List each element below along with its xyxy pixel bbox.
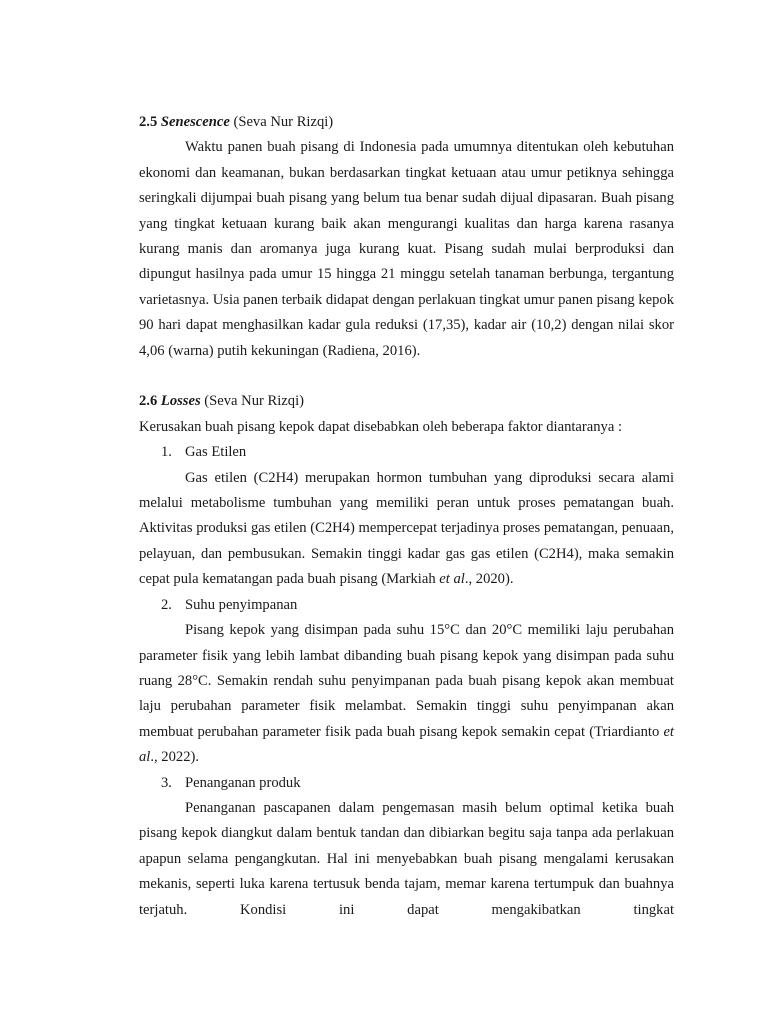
paragraph-gas-etilen bbox=[139, 466, 674, 593]
section-term: Losses bbox=[160, 393, 201, 410]
paragraph-suhu-penyimpanan bbox=[139, 618, 674, 770]
list-item-penanganan-produk bbox=[139, 771, 674, 796]
paragraph-text: Gas etilen (C2H4) merupakan hormon tumbuhan yang diproduksi secara alami melalui metabolisme tumbuhan yang memiliki peran untuk proses pematangan buah. Aktivitas produksi gas etilen (C2H4) mempercepat terjadinya proses pematangan, penuaan, pelayuan, dan pembusukan. Semakin tinggi kadar gas gas etilen (C2H4), maka semakin cepat pula kematangan pada buah pisang (Markiah bbox=[139, 469, 674, 588]
document-page bbox=[139, 110, 674, 923]
paragraph-text: Pisang kepok yang disimpan pada suhu 15°C dan 20°C memiliki laju perubahan parameter fisik yang lebih lambat dibanding buah pisang kepok yang disimpan pada suhu ruang 28°C. Semakin rendah suhu penyimpanan pada buah pisang kepok akan membuat laju perubahan parameter fisik melambat. Semakin tinggi suhu penyimpanan akan membuat perubahan parameter fisik pada buah pisang kepok semakin cepat (Triardianto bbox=[139, 622, 674, 740]
section-heading-senescence bbox=[139, 110, 674, 135]
section-number: 2.6 bbox=[139, 393, 158, 410]
paragraph-text: ., 2020). bbox=[464, 571, 514, 588]
section-author: (Seva Nur Rizqi) bbox=[233, 114, 334, 130]
paragraph-italic: et al bbox=[139, 723, 674, 766]
paragraph-text: Penanganan pascapanen dalam pengemasan masih belum optimal ketika buah pisang kepok diangkut dalam bentuk tandan dan dibiarkan begitu saja tanpa ada perlakuan apapun selama pengangkutan. Hal ini menyebabkan buah pisang mengalami kerusakan mekanis, seperti luka karena tertusuk benda tajam, memar karena tertumpuk dan buahnya terjatuh. Kondisi ini dapat mengakibatkan tingkat bbox=[139, 799, 674, 918]
paragraph-italic: et al bbox=[439, 571, 465, 588]
section-author: (Seva Nur Rizqi) bbox=[204, 393, 304, 410]
section-heading-losses bbox=[139, 389, 674, 414]
paragraph-losses-intro: Kerusakan buah pisang kepok dapat disebabkan oleh beberapa faktor diantaranya : bbox=[139, 418, 623, 435]
list-marker: 3. bbox=[161, 774, 172, 791]
section-number: 2.5 bbox=[139, 114, 158, 130]
list-item-title: Gas Etilen bbox=[185, 444, 247, 461]
list-item-title: Penanganan produk bbox=[185, 774, 301, 791]
list-item-gas-etilen bbox=[139, 440, 674, 465]
paragraph-text: ., 2022). bbox=[150, 749, 200, 766]
paragraph-senescence: Waktu panen buah pisang di Indonesia pada umumnya ditentukan oleh kebutuhan ekonomi dan keamanan, bukan berdasarkan tingkat ketuaan atau umur petiknya sehingga seringkali dijumpai buah pisang yang belum tua benar sudah dijual dipasaran. Buah pisang yang tingkat ketuaan kurang baik akan mengurangi kualitas dan harga karena rasanya kurang manis dan aromanya juga kurang kuat. Pisang sudah mulai berproduksi dan dipungut hasilnya pada umur 15 hingga 21 minggu setelah tanaman berbunga, tergantung varietasnya. Usia panen terbaik didapat dengan perlakuan tingkat umur panen pisang kepok 90 hari dapat menghasilkan kadar gula reduksi (17,35), kadar air (10,2) dengan nilai skor 4,06 (warna) putih kekuningan (Radiena, 2016). bbox=[139, 139, 674, 359]
paragraph-penanganan-produk bbox=[139, 796, 674, 923]
list-marker: 2. bbox=[161, 596, 172, 613]
section-spacer bbox=[139, 364, 674, 389]
list-item-suhu-penyimpanan bbox=[139, 593, 674, 618]
list-marker: 1. bbox=[161, 444, 172, 461]
list-item-title: Suhu penyimpanan bbox=[185, 596, 298, 613]
section-term: Senescence bbox=[160, 114, 230, 130]
